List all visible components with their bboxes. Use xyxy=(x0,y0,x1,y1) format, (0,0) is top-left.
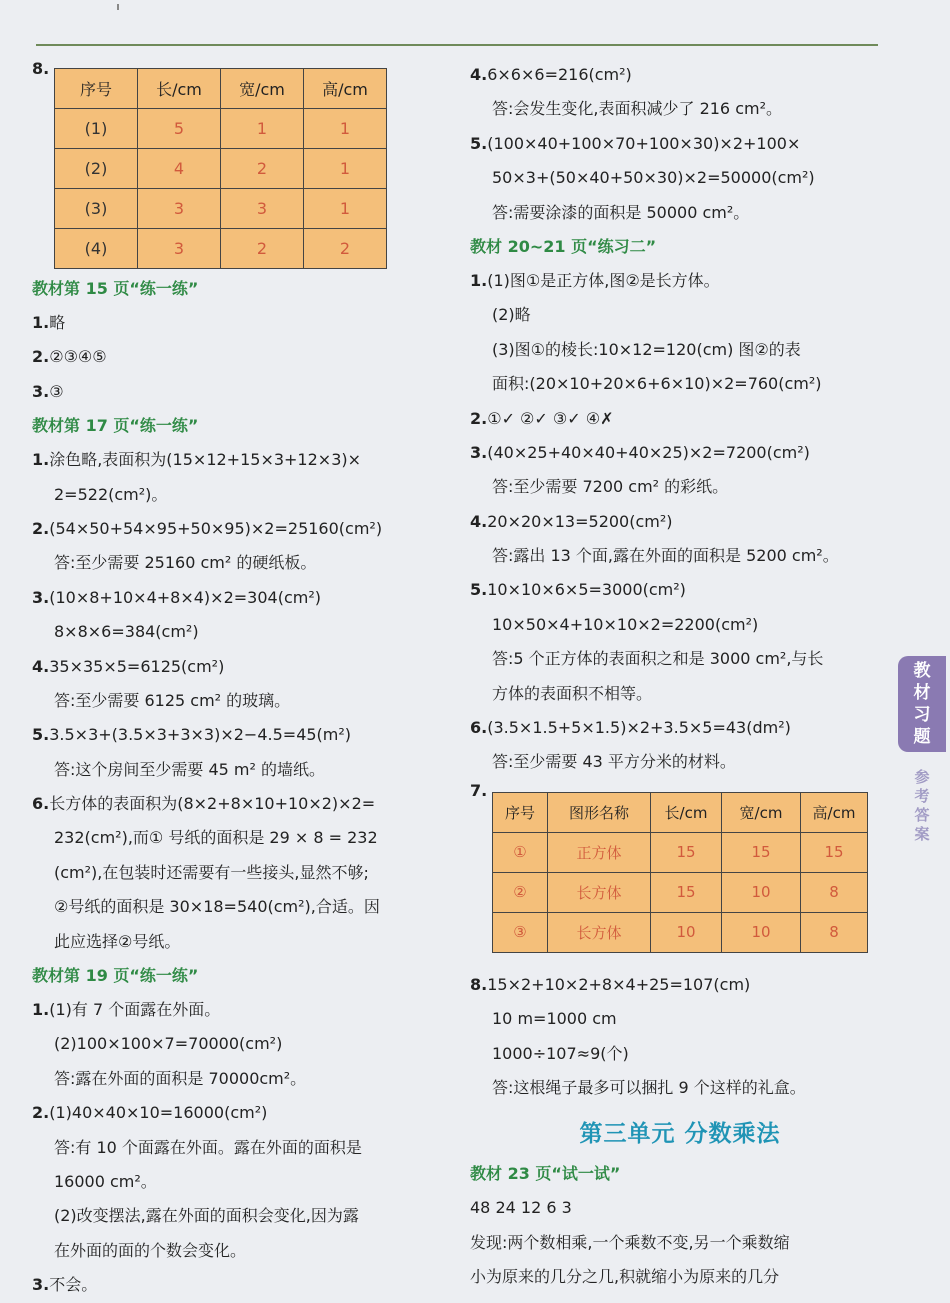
answer-line xyxy=(32,581,452,615)
answer-text: ②号纸的面积是 30×18=540(cm²),合适。因 xyxy=(54,897,380,917)
question-number: 4. xyxy=(32,656,50,676)
answer-text: 答:5 个正方体的表面积之和是 3000 cm²,与长 xyxy=(492,649,824,669)
table-cell: 8 xyxy=(801,912,868,952)
answer-text: 略 xyxy=(49,313,66,332)
table-cell: 1 xyxy=(304,149,387,189)
table-cell: 2 xyxy=(221,149,304,189)
table-cell: 5 xyxy=(138,109,221,149)
table-header-cell: 高/cm xyxy=(801,792,868,832)
section-p23-answers xyxy=(470,1191,890,1294)
table-header-cell: 宽/cm xyxy=(221,69,304,109)
question-number: 2. xyxy=(32,347,50,367)
table-cell: ① xyxy=(493,832,548,872)
answer-text: 35×35×5=6125(cm²) xyxy=(49,656,225,676)
table-cell: 3 xyxy=(221,189,304,229)
answer-line xyxy=(470,367,890,401)
answer-line xyxy=(32,512,452,546)
answer-text: 10×10×6×5=3000(cm²) xyxy=(487,580,686,600)
question-number: 2. xyxy=(470,408,488,428)
question-number: 1. xyxy=(32,1000,50,1020)
answer-line xyxy=(32,718,452,752)
answer-line xyxy=(470,1260,890,1294)
table-cell: (3) xyxy=(55,189,138,229)
answer-text: 在外面的面的个数会变化。 xyxy=(54,1240,247,1260)
q7-table-block xyxy=(470,780,890,968)
question-number: 8. xyxy=(470,974,488,994)
table-cell: ③ xyxy=(493,912,548,952)
answer-text: 16000 cm²。 xyxy=(54,1171,157,1191)
table-cell: 15 xyxy=(651,872,722,912)
question-number: 6. xyxy=(32,794,50,814)
answer-line xyxy=(32,1165,452,1199)
section-p20-answers xyxy=(470,264,890,780)
q8-table-block xyxy=(32,58,452,272)
answer-line xyxy=(32,478,452,512)
answer-text: ①✓ ②✓ ③✓ ④✗ xyxy=(487,408,614,428)
table-cell: (1) xyxy=(55,109,138,149)
table-cell: 1 xyxy=(304,189,387,229)
answer-line xyxy=(470,573,890,607)
question-number: 1. xyxy=(32,450,50,470)
question-number: 5. xyxy=(470,133,488,153)
table-header-row xyxy=(493,792,868,832)
table-header-cell: 长/cm xyxy=(138,69,221,109)
answer-line xyxy=(32,925,452,959)
answer-line xyxy=(470,1002,890,1036)
question-number: 4. xyxy=(470,65,488,84)
table-header-cell: 序号 xyxy=(55,69,138,109)
answer-line xyxy=(32,890,452,924)
answer-text: 2=522(cm²)。 xyxy=(54,484,168,504)
answer-text: 答:这根绳子最多可以捆扎 9 个这样的礼盒。 xyxy=(492,1077,806,1097)
table-cell: 长方体 xyxy=(548,912,651,952)
answer-line xyxy=(32,306,452,340)
table-cell: 1 xyxy=(221,109,304,149)
answer-line xyxy=(32,340,452,374)
answer-text: 答:需要涂漆的面积是 50000 cm²。 xyxy=(492,202,750,222)
table-header-cell: 宽/cm xyxy=(722,792,801,832)
answer-text: 20×20×13=5200(cm²) xyxy=(487,511,673,531)
answer-line xyxy=(32,1199,452,1233)
answer-line xyxy=(32,1131,452,1165)
answer-line xyxy=(470,1226,890,1260)
answer-line xyxy=(32,1027,452,1061)
section-title-p15: 教材第 15 页“练一练” xyxy=(32,279,199,298)
table-cell: ② xyxy=(493,872,548,912)
question-number: 2. xyxy=(32,518,50,538)
table-cell: 正方体 xyxy=(548,832,651,872)
side-char: 题 xyxy=(913,727,931,747)
table-cell: 15 xyxy=(651,832,722,872)
table-header-row xyxy=(55,69,387,109)
answer-line xyxy=(32,615,452,649)
answer-line xyxy=(470,1037,890,1071)
question-number: 3. xyxy=(470,442,488,462)
answer-line xyxy=(470,92,890,126)
section-title-p17: 教材第 17 页“练一练” xyxy=(32,416,199,436)
answer-text: 3.5×3+(3.5×3+3×3)×2−4.5=45(m²) xyxy=(49,725,352,745)
answer-text: (100×40+100×70+100×30)×2+100× xyxy=(487,133,801,153)
answer-text: (3.5×1.5+5×1.5)×2+3.5×5=43(dm²) xyxy=(487,718,791,738)
q7-table xyxy=(492,792,868,953)
answer-text: 答:有 10 个面露在外面。露在外面的面积是 xyxy=(54,1137,362,1157)
table-cell: 2 xyxy=(221,229,304,269)
answer-line xyxy=(32,546,452,580)
answer-line xyxy=(470,333,890,367)
table-row xyxy=(493,872,868,912)
answer-line xyxy=(470,1191,890,1225)
section-title-p19: 教材第 19 页“练一练” xyxy=(32,966,199,986)
table-row xyxy=(493,832,868,872)
answer-line xyxy=(470,58,890,92)
answer-line xyxy=(470,264,890,298)
answer-text: ②③④⑤ xyxy=(49,347,107,367)
table-cell: 10 xyxy=(722,872,801,912)
table-cell: 15 xyxy=(801,832,868,872)
answer-text: 答:至少需要 43 平方分米的材料。 xyxy=(492,752,736,772)
continued-answers xyxy=(470,58,890,230)
question-number: 3. xyxy=(32,587,50,607)
answer-line xyxy=(470,711,890,745)
scan-mark xyxy=(117,4,119,10)
table-row xyxy=(55,189,387,229)
answer-text: 答:露在外面的面积是 70000cm²。 xyxy=(54,1068,307,1088)
side-char: 考 xyxy=(914,787,930,805)
question-number: 5. xyxy=(470,580,488,600)
right-column xyxy=(470,58,890,1295)
table-row xyxy=(55,109,387,149)
answer-text: (2)略 xyxy=(492,305,531,325)
answer-text: 答:至少需要 25160 cm² 的硬纸板。 xyxy=(54,553,317,573)
answer-line xyxy=(470,642,890,676)
answer-text: 答:会发生变化,表面积减少了 216 cm²。 xyxy=(492,99,782,119)
section-p19-answers xyxy=(32,993,452,1303)
answer-text: (40×25+40×40+40×25)×2=7200(cm²) xyxy=(487,442,810,462)
question-number: 4. xyxy=(470,511,488,531)
table-header-cell: 序号 xyxy=(493,792,548,832)
side-tab-textbook-exercises[interactable] xyxy=(898,656,946,752)
answer-text: 答:至少需要 6125 cm² 的玻璃。 xyxy=(54,690,291,710)
table-header-cell: 长/cm xyxy=(651,792,722,832)
section-title-p23: 教材 23 页“试一试” xyxy=(470,1164,621,1184)
answer-text: 面积:(20×10+20×6+6×10)×2=760(cm²) xyxy=(492,374,822,394)
table-cell: (2) xyxy=(55,149,138,189)
answer-text: 答:这个房间至少需要 45 m² 的墙纸。 xyxy=(54,759,326,779)
table-cell: 长方体 xyxy=(548,872,651,912)
q7-number: 7. xyxy=(470,780,488,800)
answer-text: 涂色略,表面积为(15×12+15×3+12×3)× xyxy=(49,450,362,470)
answer-line xyxy=(470,745,890,779)
left-column xyxy=(32,58,452,1303)
answer-text: 48 24 12 6 3 xyxy=(470,1198,572,1218)
q8-answers xyxy=(470,968,890,1106)
answer-text: 8×8×6=384(cm²) xyxy=(54,622,199,642)
answer-line xyxy=(32,753,452,787)
section-title-p20: 教材 20~21 页“练习二” xyxy=(470,236,657,256)
answer-line xyxy=(32,787,452,821)
answer-text: (1)40×40×10=16000(cm²) xyxy=(49,1103,268,1123)
table-cell: 3 xyxy=(138,229,221,269)
answer-text: (cm²),在包装时还需要有一些接头,显然不够; xyxy=(54,862,369,882)
answer-text: (2)改变摆法,露在外面的面积会变化,因为露 xyxy=(54,1206,359,1226)
answer-line xyxy=(470,470,890,504)
answer-line xyxy=(32,375,452,409)
answer-text: (54×50+54×95+50×95)×2=25160(cm²) xyxy=(49,518,383,538)
section-p17-answers xyxy=(32,443,452,959)
table-header-cell: 高/cm xyxy=(304,69,387,109)
section-p15-answers xyxy=(32,306,452,409)
table-cell: 2 xyxy=(304,229,387,269)
answer-line xyxy=(470,1071,890,1105)
table-header-cell: 图形名称 xyxy=(548,792,651,832)
answer-text: 不会。 xyxy=(49,1275,98,1295)
side-label-answers xyxy=(908,768,936,844)
answer-line xyxy=(32,856,452,890)
answer-text: 小为原来的几分之几,积就缩小为原来的几分 xyxy=(470,1267,780,1287)
table-row xyxy=(493,912,868,952)
side-char: 教 xyxy=(913,661,931,681)
answer-line xyxy=(470,161,890,195)
answer-line xyxy=(32,1268,452,1302)
table-cell: 15 xyxy=(722,832,801,872)
question-number: 2. xyxy=(32,1103,50,1123)
answer-text: 10×50×4+10×10×2=2200(cm²) xyxy=(492,614,759,634)
answer-line xyxy=(32,993,452,1027)
question-number: 1. xyxy=(470,270,488,290)
answer-line xyxy=(470,127,890,161)
answer-line xyxy=(470,436,890,470)
answer-text: (2)100×100×7=70000(cm²) xyxy=(54,1034,283,1054)
q8-number: 8. xyxy=(32,59,50,78)
answer-line xyxy=(470,608,890,642)
answer-line xyxy=(32,821,452,855)
question-number: 6. xyxy=(470,718,488,738)
answer-text: 10 m=1000 cm xyxy=(492,1009,617,1029)
side-char: 参 xyxy=(914,768,930,786)
answer-line xyxy=(470,968,890,1002)
side-char: 习 xyxy=(913,705,931,725)
table-cell: 10 xyxy=(651,912,722,952)
answer-text: 15×2+10×2+8×4+25=107(cm) xyxy=(487,974,751,994)
answer-text: 方体的表面积不相等。 xyxy=(492,683,653,703)
table-row xyxy=(55,229,387,269)
answer-text: ③ xyxy=(49,381,64,401)
question-number: 3. xyxy=(32,1275,50,1295)
answer-text: (1)有 7 个面露在外面。 xyxy=(49,1000,221,1020)
answer-text: 发现:两个数相乘,一个乘数不变,另一个乘数缩 xyxy=(470,1232,790,1252)
answer-line xyxy=(32,1234,452,1268)
answer-line xyxy=(32,1062,452,1096)
unit-title: 第三单元 分数乘法 xyxy=(579,1121,781,1148)
table-cell: 8 xyxy=(801,872,868,912)
side-char: 材 xyxy=(913,683,931,703)
table-cell: 1 xyxy=(304,109,387,149)
header-rule xyxy=(36,44,878,46)
answer-text: (10×8+10×4+8×4)×2=304(cm²) xyxy=(49,587,321,607)
answer-text: 此应选择②号纸。 xyxy=(54,931,181,951)
question-number: 3. xyxy=(32,381,50,401)
answer-line xyxy=(470,298,890,332)
answer-text: (3)图①的棱长:10×12=120(cm) 图②的表 xyxy=(492,339,801,359)
answer-text: 长方体的表面积为(8×2+8×10+10×2)×2= xyxy=(49,794,376,814)
side-char: 答 xyxy=(914,806,930,824)
answer-line xyxy=(32,650,452,684)
answer-line xyxy=(470,196,890,230)
answer-text: 232(cm²),而① 号纸的面积是 29 × 8 = 232 xyxy=(54,828,378,848)
table-cell: 3 xyxy=(138,189,221,229)
table-cell: 4 xyxy=(138,149,221,189)
answer-line xyxy=(32,1096,452,1130)
table-cell: (4) xyxy=(55,229,138,269)
answer-line xyxy=(32,684,452,718)
answer-text: 答:至少需要 7200 cm² 的彩纸。 xyxy=(492,477,729,497)
question-number: 1. xyxy=(32,313,50,332)
answer-line xyxy=(470,402,890,436)
answer-line xyxy=(470,677,890,711)
side-char: 案 xyxy=(914,825,930,843)
table-cell: 10 xyxy=(722,912,801,952)
answer-line xyxy=(32,443,452,477)
question-number: 5. xyxy=(32,725,50,745)
answer-text: 6×6×6=216(cm²) xyxy=(487,65,632,84)
answer-line xyxy=(470,505,890,539)
answer-line xyxy=(470,539,890,573)
answer-text: 50×3+(50×40+50×30)×2=50000(cm²) xyxy=(492,168,815,188)
answer-text: (1)图①是正方体,图②是长方体。 xyxy=(487,270,720,290)
table-row xyxy=(55,149,387,189)
answer-text: 答:露出 13 个面,露在外面的面积是 5200 cm²。 xyxy=(492,546,839,566)
q8-table xyxy=(54,68,387,269)
answer-text: 1000÷107≈9(个) xyxy=(492,1043,629,1063)
